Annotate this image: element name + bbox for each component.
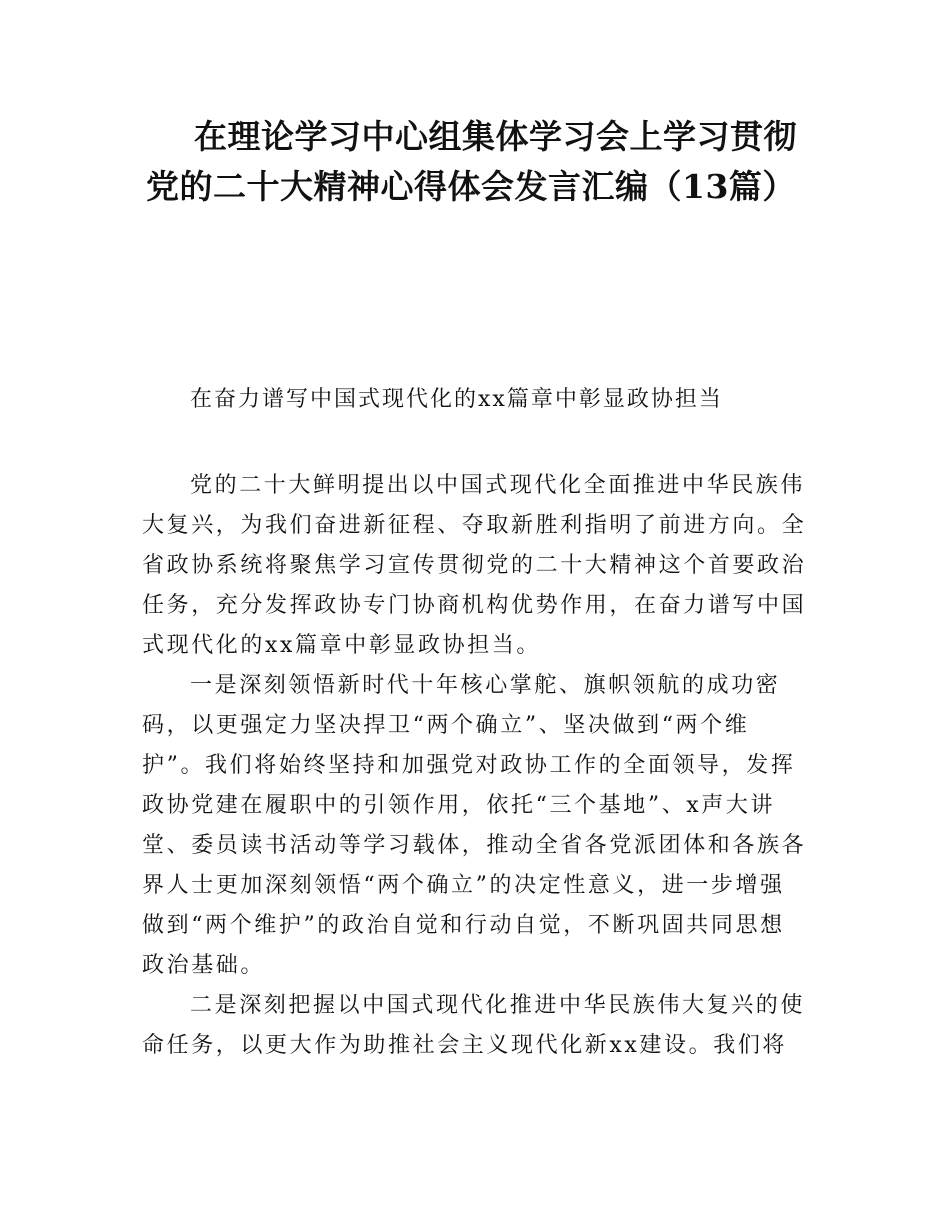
section-subtitle: 在奋力谱写中国式现代化的xx篇章中彰显政协担当: [190, 387, 723, 412]
paragraph-line: 政治基础。: [142, 953, 266, 978]
paragraph-line: 界人士更加深刻领悟“两个确立”的决定性意义，进一步增强: [142, 873, 785, 898]
paragraph-line: 政协党建在履职中的引领作用，依托“三个基地”、x声大讲: [142, 793, 776, 818]
paragraph-line: 堂、委员读书活动等学习载体，推动全省各党派团体和各族各: [142, 833, 807, 858]
paragraph-3: [142, 986, 812, 1066]
paragraph-line: 任务，充分发挥政协专门协商机构优势作用，在奋力谱写中国: [142, 593, 807, 618]
title-line-1: 在理论学习中心组集体学习会上学习贯彻: [194, 117, 797, 156]
paragraph-line: 护”。我们将始终坚持和加强党对政协工作的全面领导，发挥: [142, 753, 796, 778]
paragraph-line: 码，以更强定力坚决捍卫“两个确立”、坚决做到“两个维: [142, 713, 750, 738]
paragraph-line: 省政协系统将聚焦学习宣传贯彻党的二十大精神这个首要政治: [142, 553, 807, 578]
paragraph-line: 二是深刻把握以中国式现代化推进中华民族伟大复兴的使: [190, 993, 806, 1018]
document-body: [142, 466, 812, 1066]
paragraph-line: 大复兴，为我们奋进新征程、夺取新胜利指明了前进方向。全: [142, 513, 807, 538]
paragraph-line: 式现代化的xx篇章中彰显政协担当。: [142, 633, 542, 658]
paragraph-line: 做到“两个维护”的政治自觉和行动自觉，不断巩固共同思想: [142, 913, 785, 938]
paragraph-line: 一是深刻领悟新时代十年核心掌舵、旗帜领航的成功密: [190, 673, 781, 698]
paragraph-line: 命任务，以更大作为助推社会主义现代化新xx建设。我们将: [142, 1033, 788, 1058]
paragraph-2: [142, 666, 812, 986]
paragraph-line: 党的二十大鲜明提出以中国式现代化全面推进中华民族伟: [190, 473, 806, 498]
paragraph-1: [142, 466, 812, 666]
document-title: [146, 112, 826, 212]
title-line-2: 党的二十大精神心得体会发言汇编（13篇）: [146, 167, 796, 206]
